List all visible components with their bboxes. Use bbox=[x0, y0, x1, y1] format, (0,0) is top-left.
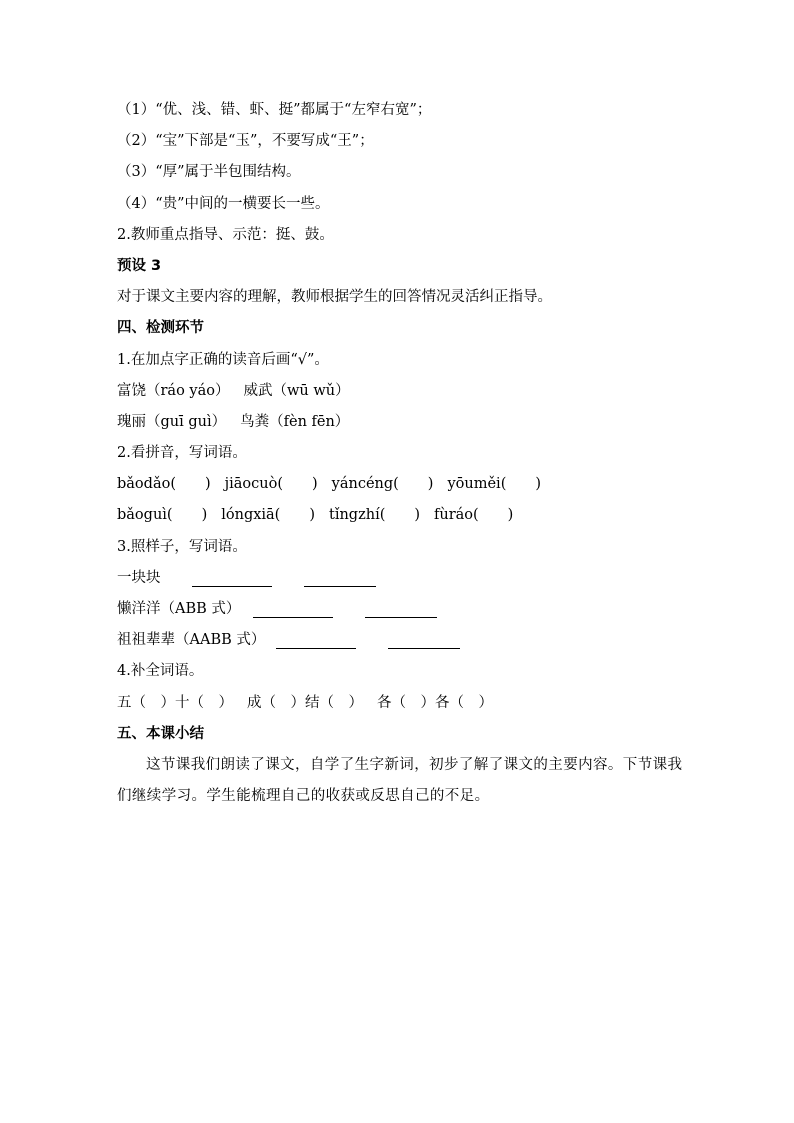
section-heading-4: 四、检测环节 bbox=[117, 320, 204, 337]
answer-blank[interactable] bbox=[304, 586, 376, 587]
answer-blank[interactable] bbox=[276, 648, 356, 649]
question-4-row bbox=[117, 688, 687, 719]
pinyin-blank: bǎodǎo( ) bbox=[117, 476, 211, 493]
question-2-row-2 bbox=[117, 500, 687, 531]
pinyin-blank: lóngxiā( ) bbox=[221, 507, 315, 524]
idiom-blank: 各（ ）各（ ） bbox=[377, 694, 493, 711]
pinyin-blank: tǐngzhí( ) bbox=[329, 507, 421, 524]
question-3-row-1 bbox=[117, 563, 687, 594]
pinyin-blank: fùráo( ) bbox=[434, 507, 514, 524]
text-line: （1）“优、浅、错、虾、挺”都属于“左窄右宽”； bbox=[117, 102, 432, 118]
question-1-row-1 bbox=[117, 376, 687, 407]
example-word: 祖祖辈辈（AABB 式） bbox=[117, 632, 266, 649]
pinyin-blank: bǎoguì( ) bbox=[117, 507, 208, 524]
section-heading-5: 五、本课小结 bbox=[117, 725, 204, 742]
pinyin-choice: 富饶（ráo yáo） bbox=[117, 382, 230, 399]
answer-blank[interactable] bbox=[253, 617, 333, 618]
text-line: （2）“宝”下部是“玉”，不要写成“王”； bbox=[117, 133, 374, 150]
pinyin-blank: yōuměi( ) bbox=[447, 476, 542, 493]
example-word: 懒洋洋（ABB 式） bbox=[117, 601, 241, 617]
subheading-preset-3: 预设 3 bbox=[117, 257, 162, 274]
document-body bbox=[117, 95, 687, 812]
idiom-blank: 五（ ）十（ ） bbox=[117, 694, 233, 711]
answer-blank[interactable] bbox=[365, 617, 437, 618]
pinyin-choice: 瑰丽（guī guì） bbox=[117, 413, 227, 430]
pinyin-choice: 鸟粪（fèn fēn） bbox=[240, 413, 350, 430]
question-1-row-2 bbox=[117, 407, 687, 438]
text-line: （4）“贵”中间的一横要长一些。 bbox=[117, 195, 330, 212]
question-4: 4.补全词语。 bbox=[117, 663, 204, 680]
summary-paragraph: 这节课我们朗读了课文，自学了生字新词，初步了解了课文的主要内容。下节课我们继续学习。学生能梳理自己的收获或反思自己的不足。 bbox=[117, 756, 683, 805]
question-2-row-1 bbox=[117, 469, 687, 500]
question-2: 2.看拼音，写词语。 bbox=[117, 445, 247, 462]
question-3-row-3 bbox=[117, 625, 687, 656]
answer-blank[interactable] bbox=[192, 586, 272, 587]
question-3: 3.照样子，写词语。 bbox=[117, 538, 247, 555]
text-line: 对于课文主要内容的理解，教师根据学生的回答情况灵活纠正指导。 bbox=[117, 289, 552, 306]
question-1: 1.在加点字正确的读音后画“√”。 bbox=[117, 351, 329, 368]
idiom-blank: 成（ ）结（ ） bbox=[247, 694, 363, 711]
answer-blank[interactable] bbox=[388, 648, 460, 649]
example-word: 一块块 bbox=[117, 569, 161, 586]
text-line: 2.教师重点指导、示范：挺、鼓。 bbox=[117, 226, 334, 243]
pinyin-choice: 威武（wū wǔ） bbox=[243, 382, 350, 399]
pinyin-blank: yáncéng( ) bbox=[331, 476, 434, 493]
text-line: （3）“厚”属于半包围结构。 bbox=[117, 164, 301, 181]
question-3-row-2 bbox=[117, 594, 687, 625]
pinyin-blank: jiāocuò( ) bbox=[224, 476, 318, 493]
